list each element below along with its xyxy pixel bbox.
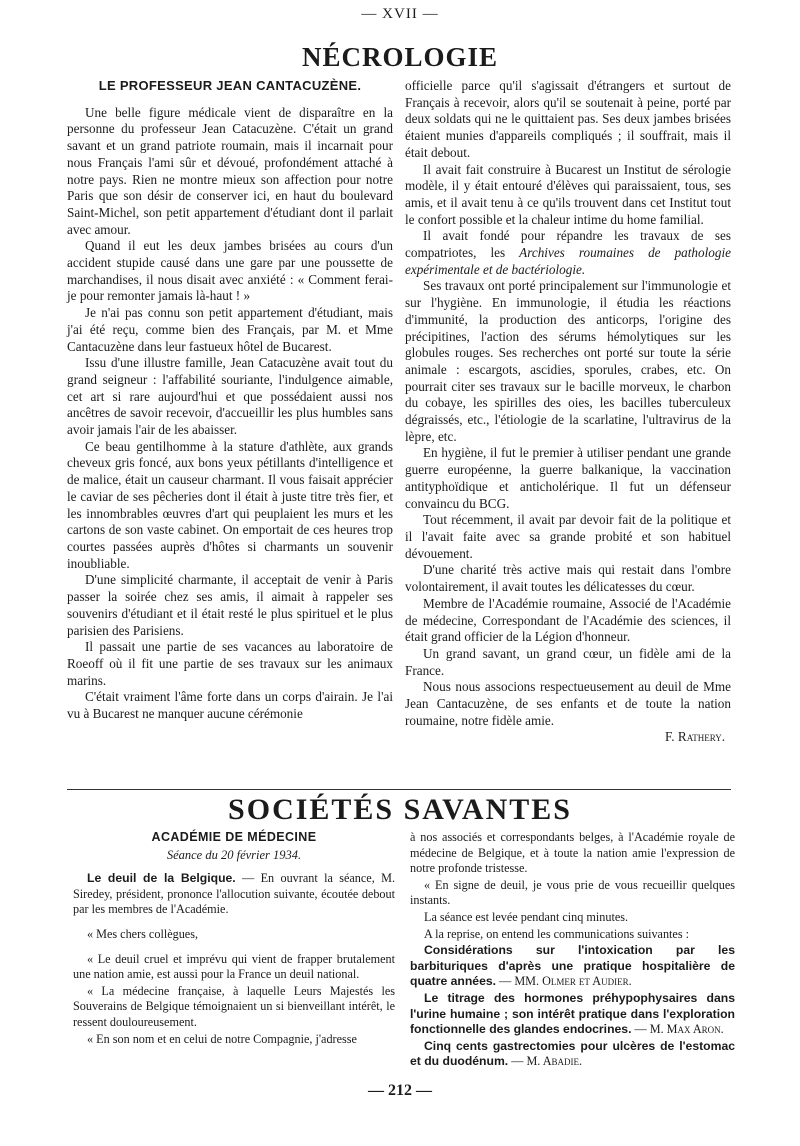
communication-title: Cinq cents gastrectomies pour ulcères de l'estomac et du duodénum. bbox=[410, 1038, 735, 1069]
communication-title: Considérations sur l'intoxication par les barbituriques d'après une pratique hospitalière de quatre années. bbox=[410, 943, 735, 989]
academy-heading: ACADÉMIE DE MÉDECINE bbox=[151, 830, 317, 844]
societes-title: SOCIÉTÉS SAVANTES bbox=[228, 793, 572, 826]
communication-item: Cinq cents gastrectomies pour ulcères de l'estomac et du duodénum. — M. Abadie. bbox=[410, 1038, 735, 1069]
paragraph: En hygiène, il fut le premier à utiliser pendant une grande guerre européenne, la guerre balkanique, la vaccination antityphoïdique et anticholérique. Il fut un défenseur convaincu du BCG. bbox=[405, 445, 731, 511]
speech-paragraph: « Mes chers collègues, bbox=[87, 926, 199, 941]
communication-authors: M. Abadie. bbox=[526, 1054, 583, 1069]
paragraph: Je n'ai pas connu son petit appartement d'étudiant, mais j'ai été reçu, comme bien des Français, par M. et Mme Cantacuzène dans leur fastueux hôtel de Bucarest. bbox=[67, 305, 393, 354]
paragraph: C'était vraiment l'âme forte dans un corps d'airain. Je l'ai vu à Bucarest ne manquer aucune cérémonie bbox=[67, 689, 393, 722]
paragraph: Il passait une partie de ses vacances au laboratoire de Roeoff où il fit une partie de ses travaux sur les animaux marins. bbox=[67, 639, 393, 688]
paragraph: Ce beau gentilhomme à la stature d'athlète, aux grands cheveux gris foncé, aux bons yeux pétillants d'intelligence et de malice, était un causeur charmant. Il vous faisait apprécier le caviar de ses pêcheries dont il était à juste titre très fier, et les innombrables œuvres d'art qui peuplaient les murs et les cartons de son vaste cabinet. On emportait de ces heures trop courtes passées auprès d'hôtes si charmants un souvenir inoubliable. bbox=[67, 438, 393, 571]
journal-title: Archives roumaines de pathologie expérimentale et de bactériologie. bbox=[405, 245, 731, 277]
signature: F. Rathery. bbox=[665, 729, 725, 745]
paragraph: Membre de l'Académie roumaine, Associé de l'Académie de médecine, Correspondant de l'Académie des sciences, il était grand officier de la Légion d'honneur. bbox=[405, 595, 731, 645]
deuil-paragraph bbox=[73, 871, 395, 918]
archives-lead: Il avait fondé pour répandre les travaux de ses compatriotes, les bbox=[405, 228, 731, 261]
deuil-label: Le deuil de la Belgique. bbox=[87, 871, 236, 886]
communication-title: Le titrage des hormones préhypophysaires dans l'urine humaine ; son intérêt pratique dans l'exploration fonctionnelle des glandes endocrines. bbox=[410, 990, 735, 1037]
necrologie-right-column bbox=[405, 78, 731, 746]
communication-authors: MM. Olmer et Audier. bbox=[514, 974, 632, 989]
paragraph: A la reprise, on entend les communications suivantes : bbox=[424, 926, 690, 941]
paragraph: Une belle figure médicale vient de disparaître en la personne du professeur Jean Catacuzène. C'était un grand savant et un grand patriote roumain, mais il incarnait pour nous Français l'ami sûr et dévoué, profondément attaché à notre pays. Rien ne montre mieux son affection pour notre Paris que son désir de conserver ici, en haut du boulevard Saint-Michel, son petit appartement d'étudiant dont il parlait avec amour. bbox=[67, 104, 393, 237]
speech-paragraph: « La médecine française, à laquelle Leurs Majestés les Souverains de Belgique témoignaient un si bienveillant intérêt, le ressent douloureusement. bbox=[73, 983, 395, 1029]
necrologie-title: NÉCROLOGIE bbox=[301, 42, 499, 72]
speech-paragraph: « En son nom et en celui de notre Compagnie, j'adresse bbox=[87, 1031, 357, 1046]
communication-item: Considérations sur l'intoxication par les barbituriques d'après une pratique hospitalière de quatre années. — MM. Olmer et Audier. bbox=[410, 943, 735, 989]
paragraph: Nous nous associons respectueusement au deuil de Mme Jean Cantacuzène, de ses enfants et de toute la nation roumaine, notre fidèle amie. bbox=[405, 679, 731, 728]
speech-paragraph: « Le deuil cruel et imprévu qui vient de frapper brutalement une nation amie, est aussi pour la France un deuil national. bbox=[73, 951, 395, 982]
necrologie-left-column bbox=[67, 78, 393, 723]
paragraph: Quand il eut les deux jambes brisées au cours d'un accident stupide causé dans une gare par une poussette de marchandises, il nous disait avec anxiété : « Comment ferai-je pour remonter jamais là-haut ! » bbox=[67, 238, 393, 304]
deuil-text: — En ouvrant la séance, M. Siredey, président, prononce l'allocution suivante, écoutée debout par les membres de l'Académie. bbox=[73, 871, 395, 917]
page-number: — 212 — bbox=[368, 1082, 432, 1099]
speech-paragraph: « En signe de deuil, je vous prie de vous recueillir quelques instants. bbox=[410, 877, 735, 908]
speech-paragraph: à nos associés et correspondants belges, à l'Académie royale de médecine de Belgique, et à toute la nation amie l'expression de notre profonde tristesse. bbox=[410, 830, 735, 876]
communication-authors: M. Max Aron. bbox=[649, 1022, 724, 1037]
paragraph: Ses travaux ont porté principalement sur l'immunologie et sur l'hygiène. En immunologie, il étudia les réactions d'immunité, la production des anticorps, l'origine des précipitines, l'action des sérums hémolytiques sur les globules rouges. Ses recherches ont porté sur toute la série animale : escargots, ascidies, sporules, crabes, etc. On pourrait citer ses travaux sur le bacille morveux, le charbon du cobaye, les spirilles des oies, les bacilles tuberculeux dégraissés, etc., l'étiologie de la scarlatine, l'ultravirus de la lèpre, etc. bbox=[405, 278, 731, 444]
paragraph: D'une charité très active mais qui restait dans l'ombre volontairement, il avait toutes les délicatesses du cœur. bbox=[405, 562, 731, 595]
paragraph: Un grand savant, un grand cœur, un fidèle ami de la France. bbox=[405, 645, 731, 678]
session-date: Séance du 20 février 1934. bbox=[166, 847, 302, 862]
paragraph: Tout récemment, il avait par devoir fait de la politique et il l'avait faite avec sa grande probité et son habituel dévouement. bbox=[405, 512, 731, 561]
section-divider bbox=[67, 789, 731, 790]
communication-item: Le titrage des hormones préhypophysaires dans l'urine humaine ; son intérêt pratique dans l'exploration fonctionnelle des glandes endocrines. — M. Max Aron. bbox=[410, 990, 735, 1037]
societes-right-column bbox=[410, 830, 735, 1071]
paragraph: Il avait fait construire à Bucarest un Institut de sérologie modèle, il y était entouré d'élèves qui paraissaient, tous, ses amis, et il avait tenu à ce qu'ils trouvent dans cet Institut tout le confort possible et la chaleur intime du home familial. bbox=[405, 161, 731, 227]
societes-left-column bbox=[73, 830, 395, 1048]
paragraph: La séance est levée pendant cinq minutes. bbox=[424, 909, 629, 924]
paragraph: D'une simplicité charmante, il acceptait de venir à Paris passer la soirée chez ses amis, il aimait à rappeler ses souvenirs d'étudiant et il était resté le plus spirituel et le plus parisien des Parisiens. bbox=[67, 572, 393, 638]
obituary-heading: LE PROFESSEUR JEAN CANTACUZÈNE. bbox=[98, 78, 362, 93]
paragraph: Issu d'une illustre famille, Jean Catacuzène avait tout du grand seigneur : l'affabilité souriante, l'indulgence aimable, cet art si rare aujourd'hui et que possédaient aussi nos ancêtres de savoir recevoir, d'accueillir les plus humbles sans avoir jamais l'air de les abaisser. bbox=[67, 355, 393, 438]
page-header-roman: — XVII — bbox=[361, 6, 439, 22]
paragraph: officielle parce qu'il s'agissait d'étrangers et surtout de Français à recevoir, alors qu'il se soutenait à peine, porté par deux soldats qui ne le quittaient pas. Ses deux jambes brisées étaient munies d'appareils compliqués ; il souffrait, mais il était debout. bbox=[405, 78, 731, 160]
paragraph-archives bbox=[405, 228, 731, 278]
